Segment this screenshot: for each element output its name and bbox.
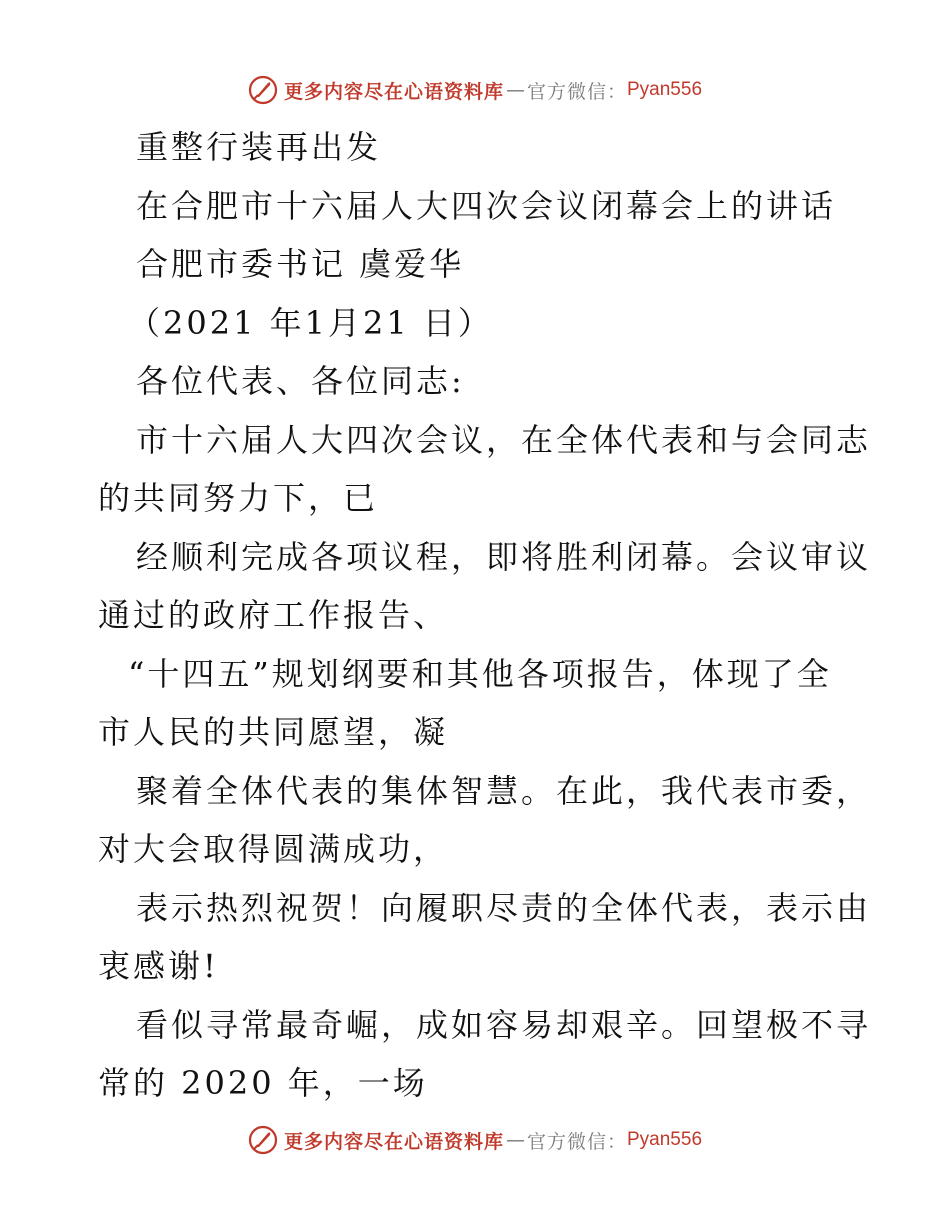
watermark-suffix: 官方微信： [526,80,627,103]
watermark-separator: — [505,79,525,101]
paragraph-line: 市十六届人大四次会议，在全体代表和与会同志 [136,420,872,459]
watermark-banner-bottom [0,1120,950,1160]
doc-date: （2021 年1月21 日） [128,303,493,342]
paragraph-line: 的共同努力下，已 [98,479,379,517]
watermark-banner-top [0,70,950,110]
doc-subtitle: 在合肥市十六届人大四次会议闭幕会上的讲话 [136,186,837,225]
paragraph-line: 市人民的共同愿望，凝 [98,713,449,751]
watermark-wechat-id: Pyan556 [627,1129,703,1150]
feather-pen-logo-icon [248,75,278,105]
paragraph-line: 经顺利完成各项议程，即将胜利闭幕。会议审议 [136,537,872,576]
watermark-separator: — [505,1129,525,1151]
feather-pen-logo-icon [248,1125,278,1155]
paragraph-line: 衷感谢! [98,947,219,985]
watermark-suffix: 官方微信： [526,1130,627,1153]
paragraph-line: 常的 2020 年，一场 [98,1064,428,1102]
doc-author: 合肥市委书记 虞爱华 [136,245,465,283]
paragraph-line: 表示热烈祝贺！向履职尽责的全体代表，表示由 [136,888,872,927]
doc-title: 重整行装再出发 [136,128,382,166]
doc-salutation: 各位代表、各位同志: [136,362,465,400]
watermark-text: 更多内容尽在心语资料库 [283,80,504,103]
watermark-wechat-id: Pyan556 [627,79,703,100]
document-body [98,118,872,1113]
watermark-text: 更多内容尽在心语资料库 [283,1130,504,1153]
paragraph-line: 对大会取得圆满成功， [98,830,449,868]
paragraph-line: 聚着全体代表的集体智慧。在此，我代表市委， [136,771,872,810]
paragraph-line: 看似寻常最奇崛，成如容易却艰辛。回望极不寻 [136,1005,872,1044]
paragraph-line: “十四五”规划纲要和其他各项报告，体现了全 [128,654,832,693]
paragraph-line: 通过的政府工作报告、 [98,596,449,634]
